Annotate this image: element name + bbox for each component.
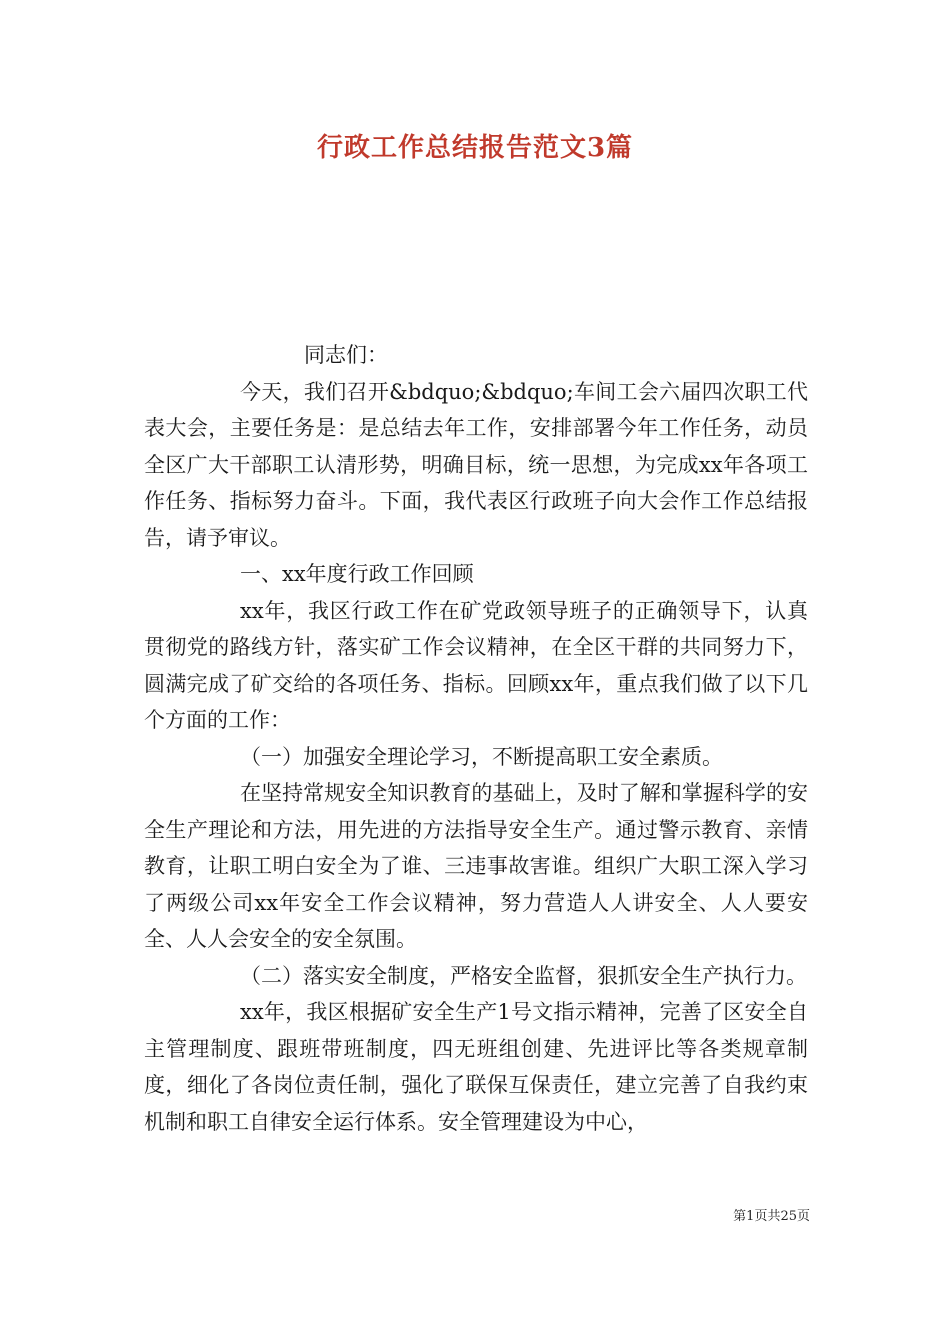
- paragraph-review: xx年，我区行政工作在矿党政领导班子的正确领导下，认真贯彻党的路线方针，落实矿工作会议精神，在全区干群的共同努力下，圆满完成了矿交给的各项任务、指标。回顾xx年，重点我们做了以下几个方面的工作：: [144, 598, 808, 732]
- paragraph-safety-system: xx年，我区根据矿安全生产1号文指示精神，完善了区安全自主管理制度、跟班带班制度，四无班组创建、先进评比等各类规章制度，细化了各岗位责任制，强化了联保互保责任，建立完善了自我约束机制和职工自律安全运行体系。安全管理建设为中心，: [144, 1000, 808, 1134]
- salutation: 同志们：: [304, 343, 388, 367]
- subsection-heading-2: （二）落实安全制度，严格安全监督，狠抓安全生产执行力。: [240, 963, 807, 988]
- subsection-heading-1: （一）加强安全理论学习，不断提高职工安全素质。: [240, 744, 723, 769]
- paragraph-opening: 今天，我们召开&bdquo;&bdquo;车间工会六届四次职工代表大会，主要任务是：是总结去年工作，安排部署今年工作任务，动员全区广大干部职工认清形势，明确目标，统一思想，为完成xx年各项工作任务、指标努力奋斗。下面，我代表区行政班子向大会作工作总结报告，请予审议。: [144, 379, 808, 550]
- page-number: 第1页共25页: [733, 1209, 810, 1224]
- paragraph-safety-education: 在坚持常规安全知识教育的基础上，及时了解和掌握科学的安全生产理论和方法，用先进的方法指导安全生产。通过警示教育、亲情教育，让职工明白安全为了谁、三违事故害谁。组织广大职工深入学习了两级公司xx年安全工作会议精神，努力营造人人讲安全、人人要安全、人人会安全的安全氛围。: [144, 781, 808, 951]
- document-body: [144, 337, 808, 1140]
- section-heading: 一、xx年度行政工作回顾: [240, 562, 474, 586]
- document-title: 行政工作总结报告范文3篇: [316, 133, 634, 163]
